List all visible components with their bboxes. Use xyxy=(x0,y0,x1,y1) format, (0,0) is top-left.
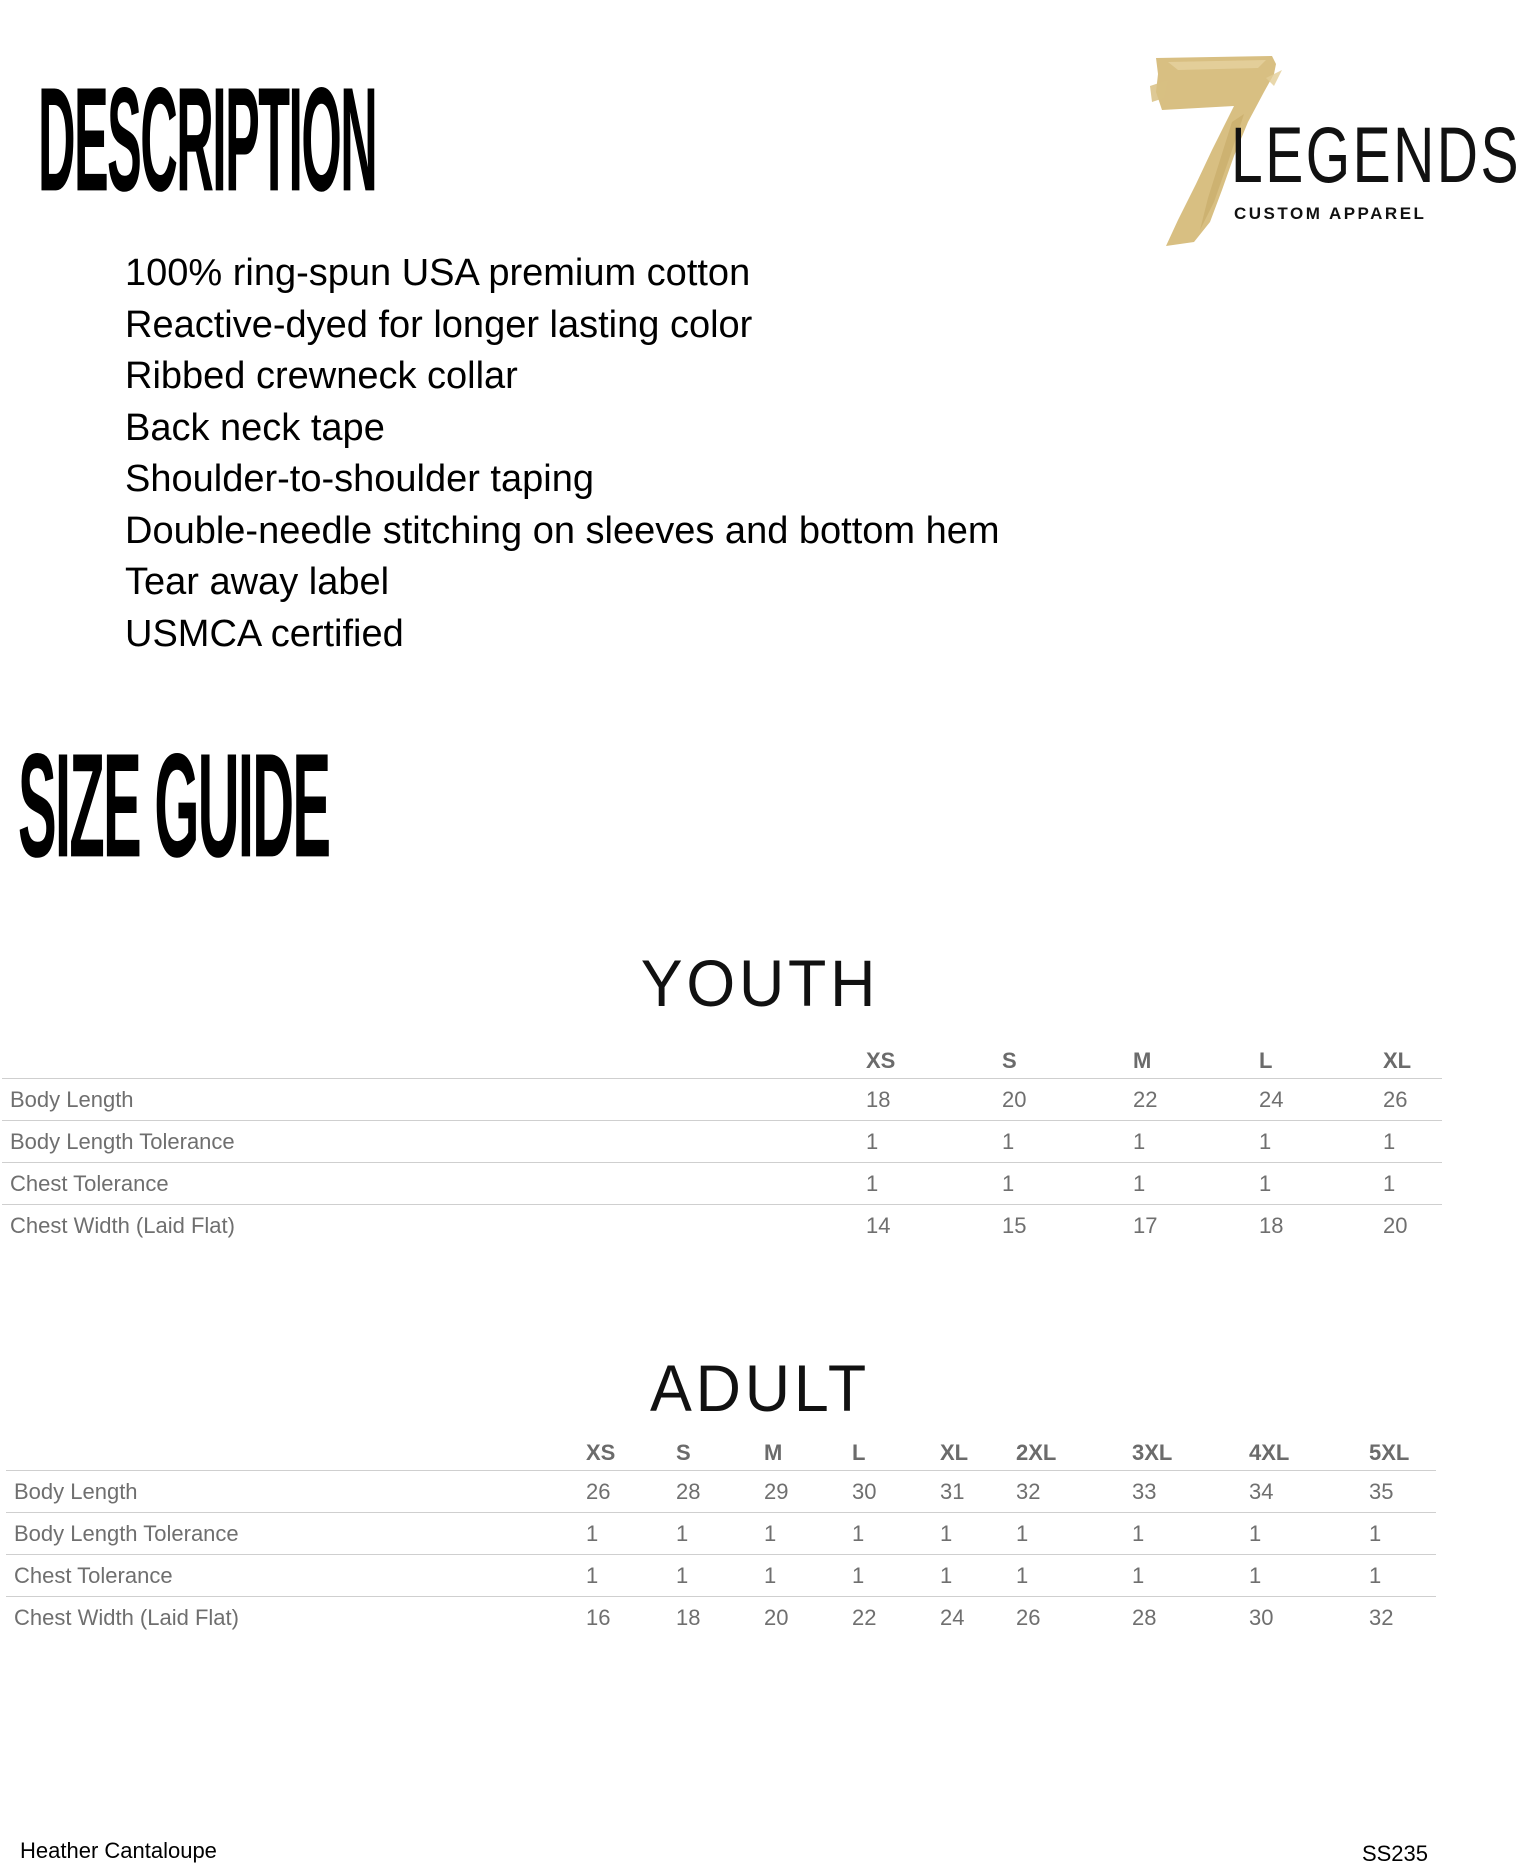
table-cell: 26 xyxy=(586,1471,676,1513)
table-cell: 1 xyxy=(764,1555,852,1597)
table-cell: 1 xyxy=(866,1163,1002,1205)
table-cell: 20 xyxy=(1002,1079,1133,1121)
table-cell: 1 xyxy=(1002,1121,1133,1163)
table-cell: 18 xyxy=(676,1597,764,1639)
size-header: L xyxy=(1259,1048,1273,1073)
table-row xyxy=(2,1079,1442,1121)
table-cell: 18 xyxy=(1259,1205,1383,1247)
feature-list xyxy=(125,248,1000,660)
size-header: XL xyxy=(1383,1048,1412,1073)
table-cell: 1 xyxy=(1133,1163,1259,1205)
table-cell: 1 xyxy=(1016,1555,1132,1597)
size-header: XS xyxy=(586,1440,616,1465)
table-row xyxy=(2,1205,1442,1247)
table-cell: 1 xyxy=(1132,1513,1249,1555)
table-cell: 24 xyxy=(1259,1079,1383,1121)
size-header: 5XL xyxy=(1369,1440,1410,1465)
table-row xyxy=(6,1555,1436,1597)
table-header-row xyxy=(2,1040,1442,1079)
size-header: M xyxy=(1133,1048,1152,1073)
table-cell: 1 xyxy=(1016,1513,1132,1555)
table-cell: 28 xyxy=(1132,1597,1249,1639)
table-cell: 22 xyxy=(1133,1079,1259,1121)
feature-item: Shoulder-to-shoulder taping xyxy=(125,458,594,500)
table-row xyxy=(2,1121,1442,1163)
table-cell: 1 xyxy=(1259,1121,1383,1163)
table-row xyxy=(2,1163,1442,1205)
description-heading: DESCRIPTION xyxy=(38,57,377,223)
table-header-row xyxy=(6,1432,1436,1471)
table-cell: 30 xyxy=(1249,1597,1369,1639)
table-cell: 1 xyxy=(676,1513,764,1555)
feature-item: USMCA certified xyxy=(125,612,404,655)
header-cell xyxy=(6,1432,586,1471)
size-header: 3XL xyxy=(1132,1440,1173,1465)
table-cell: 14 xyxy=(866,1205,1002,1247)
table-cell: 1 xyxy=(852,1555,940,1597)
table-cell: 1 xyxy=(940,1513,1016,1555)
table-cell: 1 xyxy=(1133,1121,1259,1163)
table-cell: 20 xyxy=(764,1597,852,1639)
table-cell: 29 xyxy=(764,1471,852,1513)
product-style-code: SS235 xyxy=(1361,1841,1428,1866)
table-row xyxy=(6,1471,1436,1513)
row-label: Body Length xyxy=(6,1471,586,1513)
size-header: 4XL xyxy=(1249,1440,1290,1465)
table-cell: 33 xyxy=(1132,1471,1249,1513)
feature-item: Back neck tape xyxy=(125,406,385,449)
feature-item: 100% ring-spun USA premium cotton xyxy=(125,252,751,294)
size-header: 2XL xyxy=(1016,1440,1057,1465)
table-cell: 20 xyxy=(1383,1205,1442,1247)
table-cell: 24 xyxy=(940,1597,1016,1639)
table-cell: 26 xyxy=(1016,1597,1132,1639)
row-label: Body Length Tolerance xyxy=(2,1121,866,1163)
size-guide-heading: SIZE GUIDE xyxy=(18,723,330,889)
table-cell: 35 xyxy=(1369,1471,1436,1513)
feature-item: Reactive-dyed for longer lasting color xyxy=(125,303,753,346)
table-cell: 1 xyxy=(676,1555,764,1597)
row-label: Chest Tolerance xyxy=(6,1555,586,1597)
brand-logo xyxy=(1148,52,1521,247)
row-label: Body Length Tolerance xyxy=(6,1513,586,1555)
size-header: XS xyxy=(866,1048,896,1073)
logo-tagline: CUSTOM APPAREL xyxy=(1234,204,1427,223)
table-cell: 26 xyxy=(1383,1079,1442,1121)
size-header: S xyxy=(1002,1048,1017,1073)
youth-table-title: YOUTH xyxy=(640,946,880,1020)
table-cell: 1 xyxy=(1249,1555,1369,1597)
feature-item: Ribbed crewneck collar xyxy=(125,355,518,397)
table-cell: 17 xyxy=(1133,1205,1259,1247)
table-cell: 1 xyxy=(1369,1513,1436,1555)
table-row xyxy=(6,1513,1436,1555)
size-header: S xyxy=(676,1440,691,1465)
table-cell: 1 xyxy=(1259,1163,1383,1205)
logo-wordmark: LEGENDS xyxy=(1231,111,1521,200)
table-cell: 1 xyxy=(586,1513,676,1555)
table-cell: 34 xyxy=(1249,1471,1369,1513)
feature-item: Double-needle stitching on sleeves and bottom hem xyxy=(125,509,1000,552)
table-cell: 32 xyxy=(1016,1471,1132,1513)
table-cell: 28 xyxy=(676,1471,764,1513)
product-color-name: Heather Cantaloupe xyxy=(20,1838,217,1863)
table-cell: 31 xyxy=(940,1471,1016,1513)
youth-size-table xyxy=(2,1040,1442,1246)
feature-item: Tear away label xyxy=(125,561,390,603)
size-header: XL xyxy=(940,1440,969,1465)
size-header: M xyxy=(764,1440,783,1465)
table-cell: 1 xyxy=(764,1513,852,1555)
table-cell: 15 xyxy=(1002,1205,1133,1247)
table-cell: 1 xyxy=(1249,1513,1369,1555)
table-row xyxy=(6,1597,1436,1639)
table-cell: 1 xyxy=(852,1513,940,1555)
table-cell: 32 xyxy=(1369,1597,1436,1639)
table-cell: 18 xyxy=(866,1079,1002,1121)
row-label: Chest Tolerance xyxy=(2,1163,866,1205)
table-cell: 1 xyxy=(940,1555,1016,1597)
header-cell xyxy=(2,1040,866,1079)
table-cell: 16 xyxy=(586,1597,676,1639)
table-cell: 1 xyxy=(586,1555,676,1597)
table-cell: 1 xyxy=(1383,1121,1442,1163)
table-cell: 30 xyxy=(852,1471,940,1513)
table-cell: 1 xyxy=(1132,1555,1249,1597)
adult-table-title: ADULT xyxy=(650,1351,870,1425)
adult-size-table xyxy=(6,1432,1436,1638)
table-cell: 1 xyxy=(1369,1555,1436,1597)
table-cell: 1 xyxy=(866,1121,1002,1163)
table-cell: 1 xyxy=(1383,1163,1442,1205)
row-label: Body Length xyxy=(2,1079,866,1121)
table-cell: 1 xyxy=(1002,1163,1133,1205)
size-header: L xyxy=(852,1440,866,1465)
table-cell: 22 xyxy=(852,1597,940,1639)
row-label: Chest Width (Laid Flat) xyxy=(2,1205,866,1247)
row-label: Chest Width (Laid Flat) xyxy=(6,1597,586,1639)
